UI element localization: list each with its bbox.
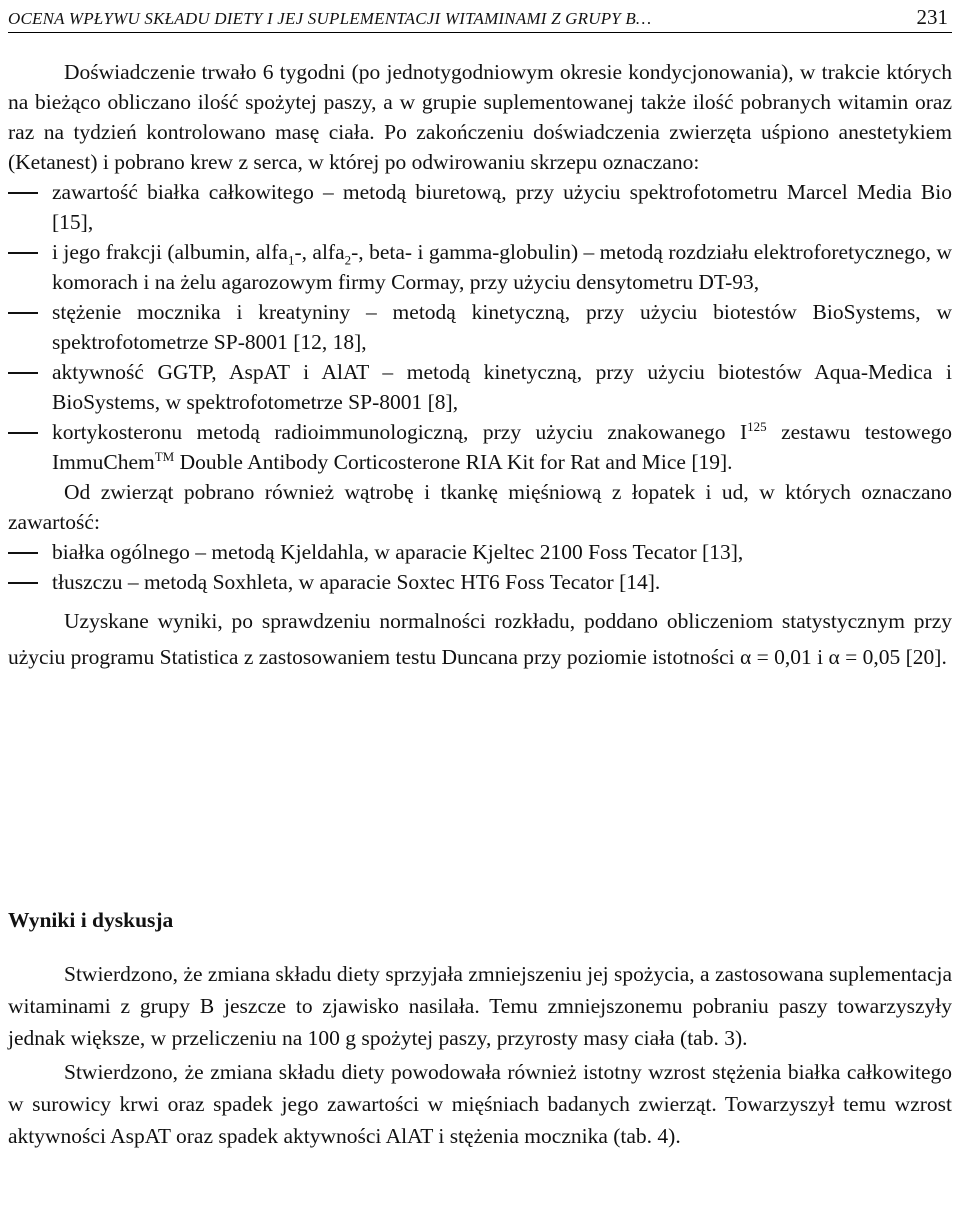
paragraph-results-1: Stwierdzono, że zmiana składu diety sprzyjała zmniejszeniu jej spożycia, a zastosowana suplementacja witaminami z grupy B jeszcze to zjawisko nasilała. Temu zmniejszonemu pobraniu paszy towarzyszyły jednak większe, w przeliczeniu na 100 g spożytej paszy, przyrosty masy ciała (tab. 3). xyxy=(8,962,952,1050)
list-item: zawartość białka całkowitego – metodą biuretową, przy użyciu spektrofotometru Marcel Media Bio [15], xyxy=(8,177,952,237)
running-title: OCENA WPŁYWU SKŁADU DIETY I JEJ SUPLEMENTACJI WITAMINAMI Z GRUPY B… xyxy=(8,9,652,28)
list-item: kortykosteronu metodą radioimmunologiczną, przy użyciu znakowanego $I^{125}$ zestawu testowego ImmuChem™ Double Antibody Corticosterone RIA Kit for Rat and Mice [19]. xyxy=(8,417,952,477)
paragraph-experiment: Doświadczenie trwało 6 tygodni (po jednotygodniowym okresie kondycjonowania), w trakcie których na bieżąco obliczano ilość spożytej paszy, a w grupie suplementowanej także ilość pobranych witamin oraz raz na tydzień kontrolowano masę ciała. Po zakończeniu doświadczenia zwierzęta uśpiono anestetykiem (Ketanest) i pobrano krew z serca, w której po odwirowaniu skrzepu oznaczano: xyxy=(8,60,952,174)
paragraph-tissues: Od zwierząt pobrano również wątrobę i tkankę mięśniową z łopatek i ud, w których oznaczano zawartość: xyxy=(8,480,952,534)
paragraph-statistics: Uzyskane wyniki, po sprawdzeniu normalności rozkładu, poddano obliczeniom statystycznym przy użyciu programu Statistica z zastosowaniem testu Duncana przy poziomie istotności α = 0,01 i α = 0,05 [20]. xyxy=(8,609,952,669)
list-item: białka ogólnego – metodą Kjeldahla, w aparacie Kjeltec 2100 Foss Tecator [13], xyxy=(8,537,952,567)
results-section xyxy=(8,958,952,1152)
running-header xyxy=(8,2,952,33)
list-item: stężenie mocznika i kreatyniny – metodą kinetyczną, przy użyciu biotestów BioSystems, w spektrofotometrze SP-8001 [12, 18], xyxy=(8,297,952,357)
methods-section xyxy=(8,57,952,675)
section-heading: Wyniki i dyskusja xyxy=(8,908,174,932)
paragraph-results-2: Stwierdzono, że zmiana składu diety powodowała również istotny wzrost stężenia białka całkowitego w surowicy krwi oraz spadek jego zawartości w mięśniach badanych zwierząt. Towarzyszył temu wzrost aktywności AspAT oraz spadek aktywności AlAT i stężenia mocznika (tab. 4). xyxy=(8,1060,952,1148)
list-item: i jego frakcji (albumin, alfa$_1$-, alfa$_2$-, beta- i gamma-globulin) – metodą rozdziału elektroforetycznego, w komorach i na żelu agarozowym firmy Cormay, przy użyciu densytometru DT-93, xyxy=(8,237,952,297)
list-item: tłuszczu – metodą Soxhleta, w aparacie Soxtec HT6 Foss Tecator [14]. xyxy=(8,567,952,597)
list-item: aktywność GGTP, AspAT i AlAT – metodą kinetyczną, przy użyciu biotestów Aqua-Medica i BioSystems, w spektrofotometrze SP-8001 [8], xyxy=(8,357,952,417)
page-number: 231 xyxy=(916,5,948,29)
